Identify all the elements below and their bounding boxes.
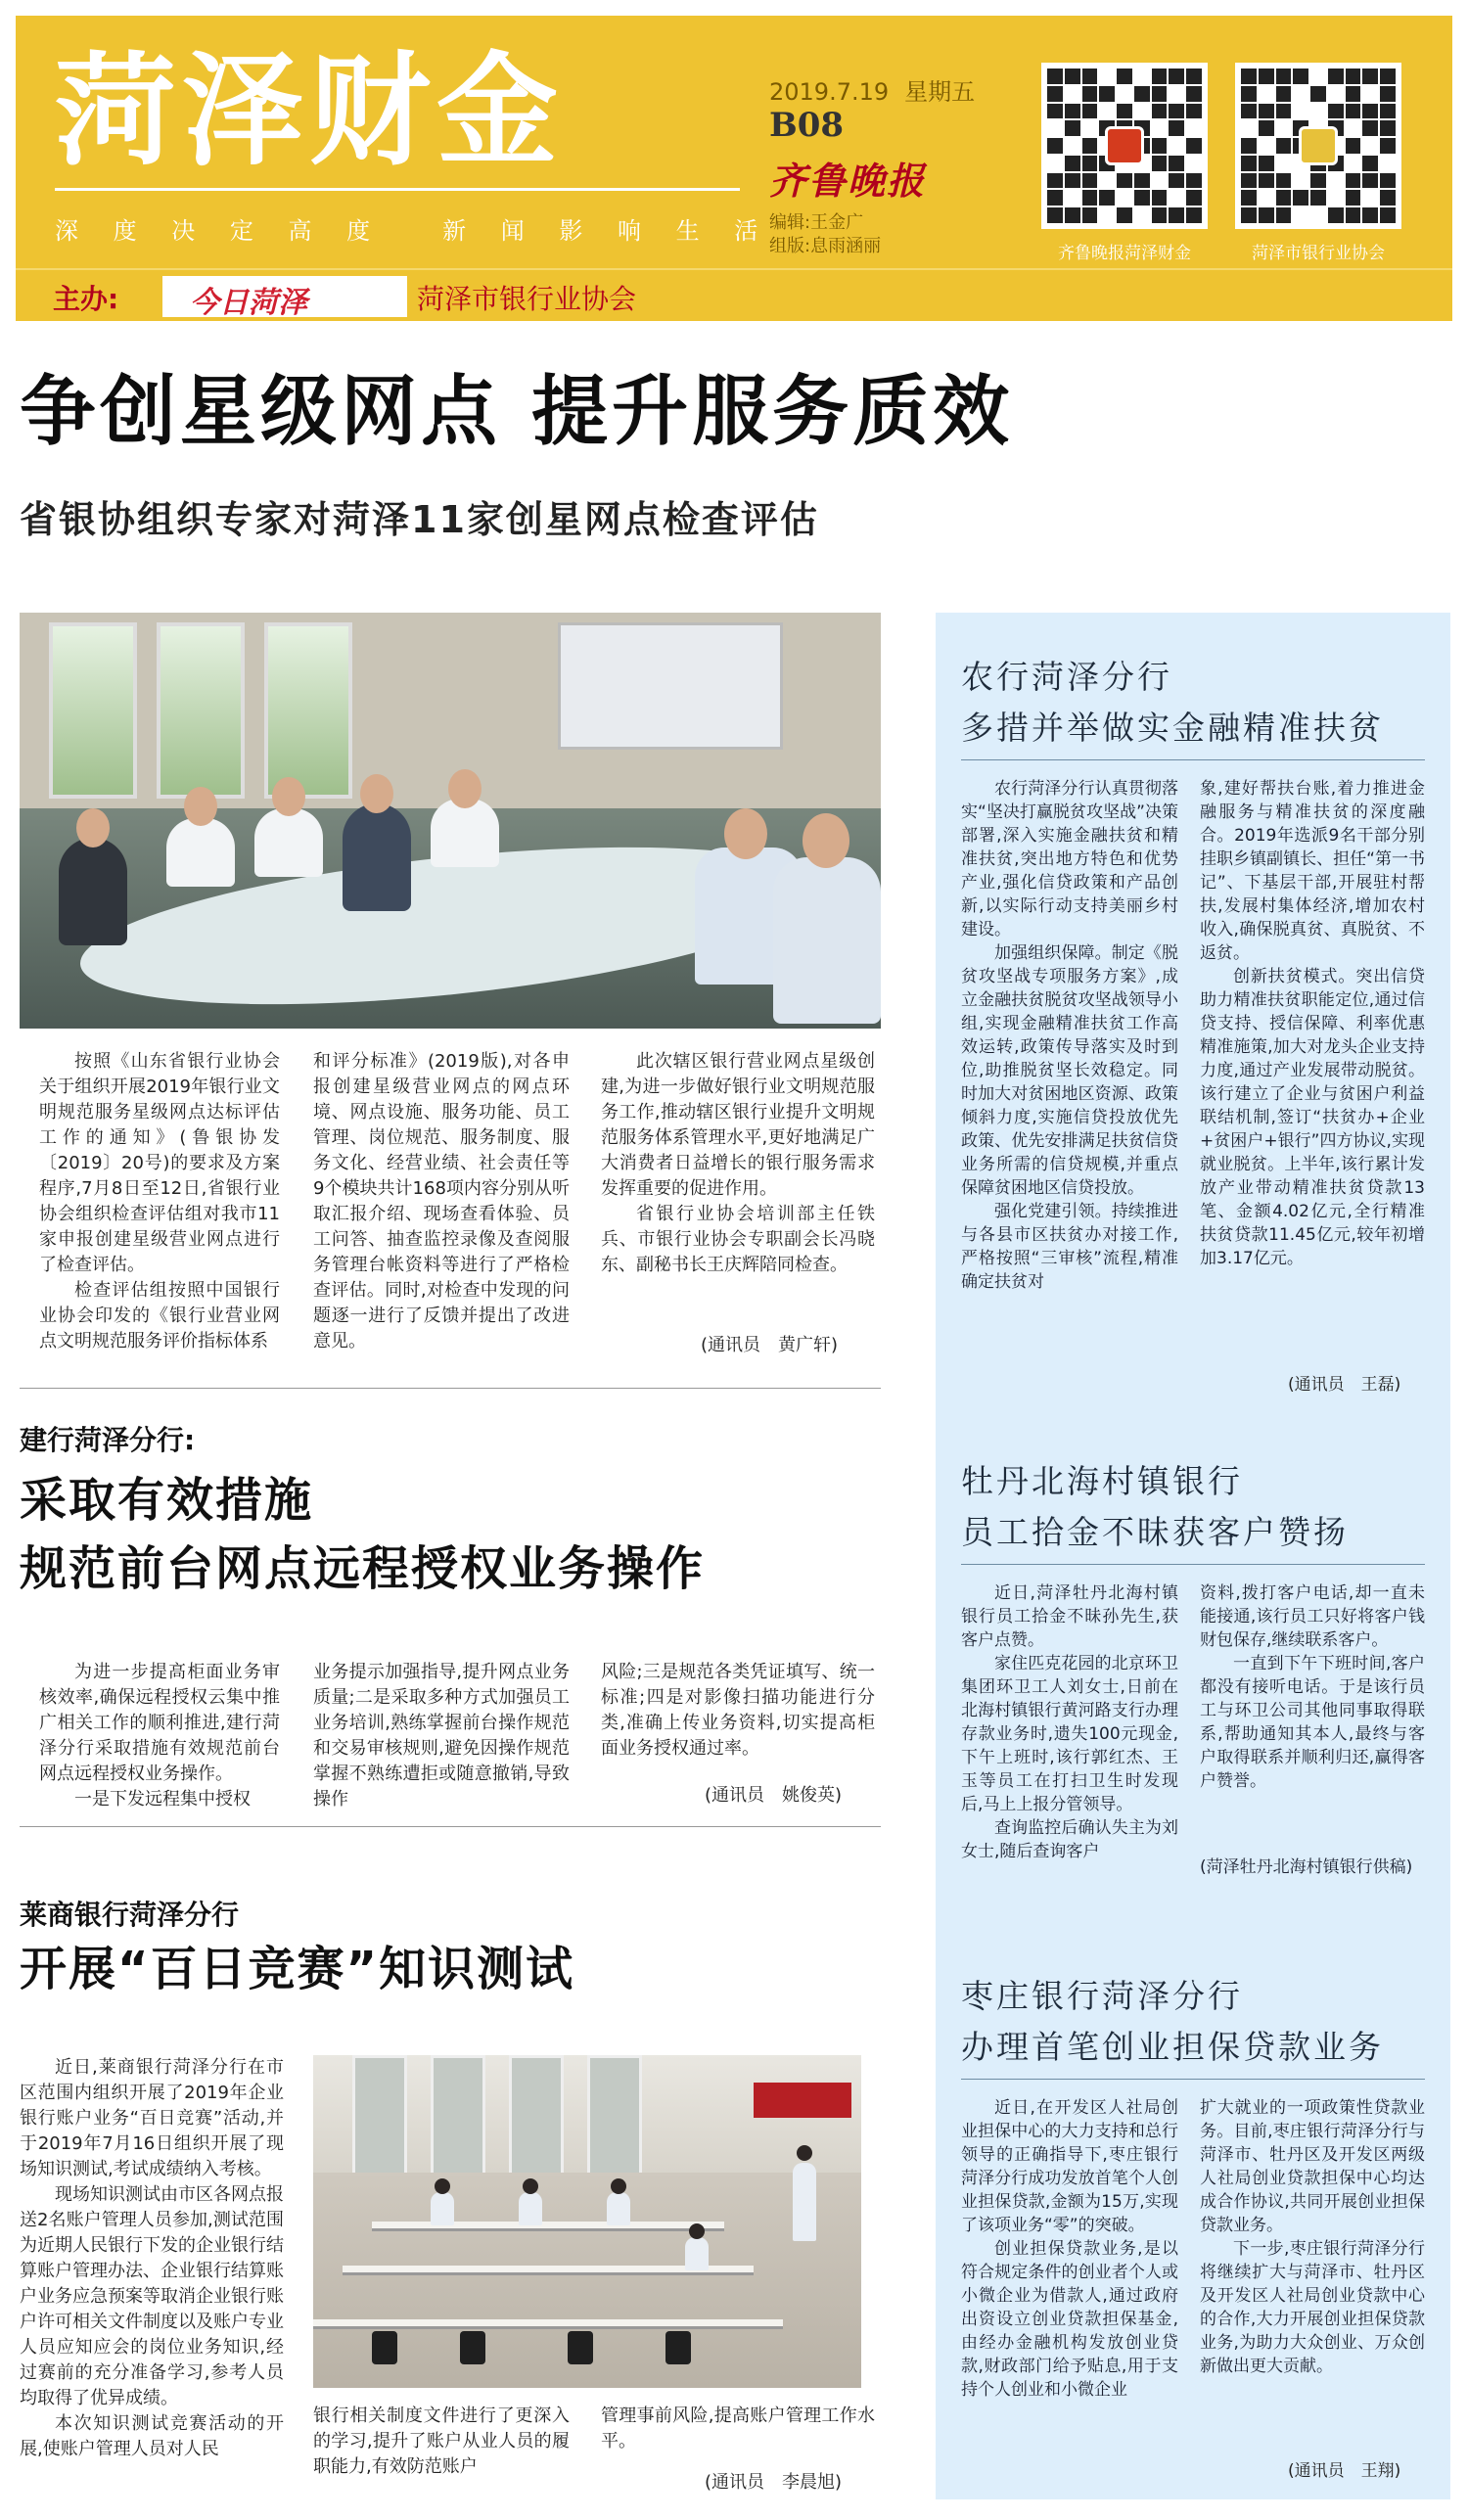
mudan-paragraph: 家住匹克花园的北京环卫集团环卫工人刘女士,日前在北海村镇银行黄河路支行办理存款业务时,遗失100元现金,下午上班时,该行郭红杰、王玉等员工在打扫卫生时发现后,马上上报分管领导。 [961, 1654, 1178, 1814]
lead-byline: (通讯员 黄广轩) [701, 1335, 839, 1355]
sidebar-rule [961, 759, 1425, 760]
newspaper-brand-logo: 齐鲁晚报 [769, 159, 927, 203]
ccb-paragraph: 业务提示加强指导,提升网点业务质量;二是采取多种方式加强员工业务培训,熟练掌握前台操作规范和交易审核规则,避免因操作规范掌握不熟练遭拒或随意撤销,导致操作 [313, 1662, 570, 1810]
zaozhuang-paragraph: 下一步,枣庄银行菏泽分行将继续扩大与菏泽市、牡丹区及开发区人社局创业贷款中心的合作,大力开展创业担保贷款业务,为助力大众创业、万众创新做出更大贡献。 [1200, 2239, 1425, 2376]
issue-weekday: 星期五 [904, 78, 976, 106]
photo-person-head [724, 808, 767, 859]
laishang-paragraph: 银行相关制度文件进行了更深入的学习,提升了账户从业人员的履职能力,有效防范账户 [313, 2405, 570, 2477]
section-divider [20, 1826, 881, 1827]
photo-person-head [435, 2178, 450, 2194]
photo-person-head [76, 808, 110, 848]
photo-person [793, 2163, 816, 2241]
ccb-paragraph: 为进一步提高柜面业务审核效率,确保远程授权云集中推广相关工作的顺利推进,建行菏泽分行采取措施有效规范前台网点远程授权业务操作。 [39, 1662, 280, 1784]
photo-chair [460, 2331, 485, 2364]
photo-chair [665, 2331, 691, 2364]
sidebar-rule [961, 2079, 1425, 2080]
lead-column-1 [39, 1049, 280, 1368]
zaozhuang-column-2 [1200, 2096, 1425, 2449]
photo-person [431, 2192, 454, 2225]
photo-person-head [611, 2178, 626, 2194]
layout-credit: 组版:息雨涵丽 [769, 236, 882, 257]
zaozhuang-paragraph: 创业担保贷款业务,是以符合规定条件的创业者个人或小微企业为借款人,通过政府出资设立创业贷款担保基金,由经办金融机构发放创业贷款,财政部门给予贴息,用于支持个人创业和小微企业 [961, 2239, 1178, 2400]
photo-person-head [448, 769, 482, 808]
meeting-photo [20, 613, 881, 1029]
editor-credits [769, 211, 881, 259]
laishang-paragraph: 近日,莱商银行菏泽分行在市区范围内组织开展了2019年企业银行账户业务“百日竞赛”活动,并于2019年7月16日组织开展了现场知识测试,考试成绩纳入考核。 [20, 2057, 284, 2179]
photo-person [59, 838, 127, 945]
photo-person [607, 2192, 630, 2225]
mudan-title: 牡丹北海村镇银行 [961, 1462, 1243, 1500]
laishang-paragraph: 现场知识测试由市区各网点报送2名账户管理人员参加,测试范围为近期人民银行下发的企业银行结算账户管理办法、企业银行结算账户业务应急预案等取消企业银行账户许可相关文件制度以及账户专业人员应知应会的岗位业务知识,经过赛前的充分准备学习,参考人员均取得了优异成绩。 [20, 2184, 284, 2408]
host-bar [16, 268, 1452, 321]
mudan-subtitle: 员工拾金不昧获客户赞扬 [961, 1513, 1349, 1551]
host-logo: 今日菏泽 [190, 286, 307, 320]
editor-name: 编辑:王金广 [769, 212, 864, 233]
photo-person-head [184, 787, 217, 826]
ccb-column-1 [39, 1660, 280, 1810]
qr-code-icon [1235, 63, 1401, 229]
host-organization: 菏泽市银行业协会 [417, 283, 637, 315]
photo-chair [372, 2331, 397, 2364]
photo-person-head [360, 774, 393, 813]
projection-screen [558, 622, 783, 750]
mudan-paragraph: 一直到下午下班时间,客户都没有接听电话。于是该行员工与环卫公司其他同事取得联系,帮助通知其本人,最终与客户取得联系并顺利归还,赢得客户赞誉。 [1200, 1654, 1425, 1791]
qr-logo-icon [1105, 126, 1144, 165]
abc-title: 农行菏泽分行 [961, 658, 1172, 696]
photo-person-head [797, 2145, 812, 2161]
ccb-column-2 [313, 1660, 570, 1810]
laishang-column-2 [313, 2404, 570, 2501]
mudan-column-2 [1200, 1581, 1425, 1840]
host-label: 主办: [53, 283, 119, 315]
lead-paragraph: 和评分标准》(2019版),对各申报创建星级营业网点的网点环境、网点设施、服务功能、员工管理、岗位规范、服务制度、服务文化、经营业绩、社会责任等9个模块共计168项内容分别从听取汇报介绍、现场查看体验、员工问答、抽查监控录像及查阅服务管理台帐资料等进行了严格检查评估。同时,对检查中发现的问题逐一进行了反馈并提出了改进意见。 [313, 1051, 570, 1352]
zaozhuang-column-1 [961, 2096, 1178, 2484]
issue-date-value: 2019.7.19 [769, 78, 890, 106]
ccb-byline: (通讯员 姚俊英) [705, 1785, 843, 1806]
qr-caption-1: 齐鲁晚报菏泽财金 [1058, 244, 1191, 263]
slogan-left: 深 度 决 定 高 度 [55, 217, 385, 245]
abc-paragraph: 强化党建引领。持续推进与各县市区扶贫办对接工作,严格按照“三审核”流程,精准确定扶贫对 [961, 1202, 1178, 1292]
photo-window [509, 2055, 564, 2182]
lead-headline: 争创星级网点 提升服务质效 [20, 368, 1014, 456]
laishang-byline: (通讯员 李晨旭) [705, 2472, 843, 2493]
photo-person [254, 808, 323, 877]
qr-logo-icon [1299, 126, 1338, 165]
ccb-title-line-1: 采取有效措施 [20, 1473, 314, 1528]
masthead-divider [55, 188, 740, 191]
zaozhuang-paragraph: 近日,在开发区人社局创业担保中心的大力支持和总行领导的正确指导下,枣庄银行菏泽分行成功发放首笔个人创业担保贷款,金额为15万,实现了该项业务“零”的突破。 [961, 2098, 1178, 2235]
zaozhuang-title: 枣庄银行菏泽分行 [961, 1977, 1243, 2015]
lead-subhead: 省银协组织专家对菏泽11家创星网点检查评估 [20, 498, 819, 541]
ccb-paragraph: 风险;三是规范各类凭证填写、统一标准;四是对影像扫描功能进行分类,准确上传业务资料,切实提高柜面业务授权通过率。 [601, 1662, 875, 1759]
photo-chair [568, 2331, 593, 2364]
laishang-paragraph: 管理事前风险,提高账户管理工作水平。 [601, 2405, 875, 2451]
abc-column-1 [961, 777, 1178, 1364]
photo-person [773, 857, 881, 1024]
abc-paragraph: 加强组织保障。制定《脱贫攻坚战专项服务方案》,成立金融扶贫脱贫攻坚战领导小组,实现金融精准扶贫工作高效运转,政策传导落实及时到位,助推脱贫坚长效稳定。同时加大对贫困地区资源、政策倾斜力度,实施信贷投放优先政策、优先安排满足扶贫信贷业务所需的信贷规模,并重点保障贫困地区信贷投放。 [961, 943, 1178, 1198]
lead-paragraph: 按照《山东省银行业协会关于组织开展2019年银行业文明规范服务星级网点达标评估工作的通知》(鲁银协发〔2019〕20号)的要求及方案程序,7月8日至12日,省银行业协会组织检查评估组对我市11家申报创建星级营业网点进行了检查评估。 [39, 1051, 280, 1275]
ccb-column-3 [601, 1660, 875, 1767]
ccb-paragraph: 一是下发远程集中授权 [74, 1789, 251, 1810]
zaozhuang-paragraph: 扩大就业的一项政策性贷款业务。目前,枣庄银行菏泽分行与菏泽市、牡丹区及开发区两级人社局创业贷款担保中心均达成合作协议,共同开展创业担保贷款业务。 [1200, 2098, 1425, 2235]
photo-window [157, 622, 245, 799]
lead-column-3 [601, 1049, 875, 1333]
masthead-slogan [55, 211, 771, 246]
host-logo-box [162, 276, 407, 320]
exam-desk [372, 2222, 724, 2231]
photo-person [431, 799, 499, 867]
photo-person [343, 803, 411, 911]
laishang-title: 开展“百日竞赛”知识测试 [20, 1942, 575, 1996]
abc-paragraph: 农行菏泽分行认真贯彻落实“坚决打赢脱贫攻坚战”决策部署,深入实施金融扶贫和精准扶贫,突出地方特色和优势产业,强化信贷政策和产品创新,以实际行动支持美丽乡村建设。 [961, 779, 1178, 939]
photo-person [166, 818, 235, 887]
abc-byline: (通讯员 王磊) [1288, 1375, 1401, 1395]
sidebar [936, 613, 1450, 2499]
abc-paragraph: 象,建好帮扶台账,着力推进金融服务与精准扶贫的深度融合。2019年选派9名干部分别挂职乡镇副镇长、担任“第一书记”、下基层干部,开展驻村帮扶,发展村集体经济,增加农村收入,确保脱真贫、真脱贫、不返贫。 [1200, 779, 1425, 963]
lead-paragraph: 此次辖区银行营业网点星级创建,为进一步做好银行业文明规范服务工作,推动辖区银行业提升文明规范服务体系管理水平,更好地满足广大消费者日益增长的银行服务需求发挥重要的促进作用。 [601, 1051, 875, 1199]
issue-date [769, 72, 975, 107]
photo-person [519, 2192, 542, 2225]
abc-column-2 [1200, 777, 1425, 1325]
slogan-right: 新 闻 影 响 生 活 [442, 217, 772, 245]
sidebar-rule [961, 1564, 1425, 1565]
mudan-column-1 [961, 1581, 1178, 1910]
mudan-paragraph: 近日,菏泽牡丹北海村镇银行员工拾金不昧孙先生,获客户点赞。 [961, 1583, 1178, 1650]
photo-window [587, 2055, 642, 2182]
page-number: B08 [769, 106, 845, 145]
ccb-title-line-2: 规范前台网点远程授权业务操作 [20, 1541, 706, 1596]
photo-window [49, 622, 137, 799]
photo-person-head [689, 2223, 705, 2239]
laishang-kicker: 莱商银行菏泽分行 [20, 1899, 240, 1931]
abc-subtitle: 多措并举做实金融精准扶贫 [961, 709, 1384, 747]
masthead-title: 菏泽财金 [55, 41, 565, 182]
red-banner [754, 2083, 851, 2118]
photo-person-head [272, 777, 305, 816]
photo-person-head [803, 813, 849, 868]
section-divider [20, 1388, 881, 1389]
photo-window [352, 2055, 407, 2182]
zaozhuang-subtitle: 办理首笔创业担保贷款业务 [961, 2028, 1384, 2066]
laishang-paragraph: 本次知识测试竞赛活动的开展,使账户管理人员对人民 [20, 2413, 284, 2459]
mudan-paragraph: 查询监控后确认失主为刘女士,随后查询客户 [961, 1818, 1178, 1861]
photo-person-head [523, 2178, 538, 2194]
mudan-byline-box [1200, 1856, 1425, 1910]
laishang-column-1 [20, 2055, 284, 2496]
laishang-column-3 [601, 2404, 875, 2462]
lead-paragraph: 省银行业协会培训部主任铁兵、市银行业协会专职副会长冯晓东、副秘书长王庆辉陪同检查。 [601, 1204, 875, 1275]
mudan-paragraph: 资料,拨打客户电话,却一直未能接通,该行员工只好将客户钱财包保存,继续联系客户。 [1200, 1583, 1425, 1650]
photo-person [685, 2237, 709, 2270]
ccb-kicker: 建行菏泽分行: [20, 1424, 196, 1456]
qr-code-icon [1041, 63, 1208, 229]
zaozhuang-byline: (通讯员 王翔) [1288, 2461, 1401, 2481]
qr-caption-2: 菏泽市银行业协会 [1252, 244, 1385, 263]
photo-window [431, 2055, 485, 2182]
lead-paragraph: 检查评估组按照中国银行业协会印发的《银行业营业网点文明规范服务评价指标体系 [39, 1280, 280, 1352]
exam-desk [313, 2319, 783, 2329]
mudan-byline: (菏泽牡丹北海村镇银行供稿) [1200, 1857, 1413, 1877]
abc-paragraph: 创新扶贫模式。突出信贷助力精准扶贫职能定位,通过信贷支持、授信保障、利率优惠精准施策,加大对龙头企业支持力度,通过产业发展带动脱贫。该行建立了企业与贫困户利益联结机制,签订“扶贫办+企业+贫困户+银行”四方协议,实现就业脱贫。上半年,该行累计发放产业带动精准扶贫贷款13笔、金额4.02亿元,全行精准扶贫贷款11.45亿元,较年初增加3.17亿元。 [1200, 967, 1425, 1268]
lead-column-2 [313, 1049, 570, 1368]
masthead [16, 16, 1452, 321]
exam-room-photo [313, 2055, 861, 2388]
photo-window [264, 622, 352, 799]
